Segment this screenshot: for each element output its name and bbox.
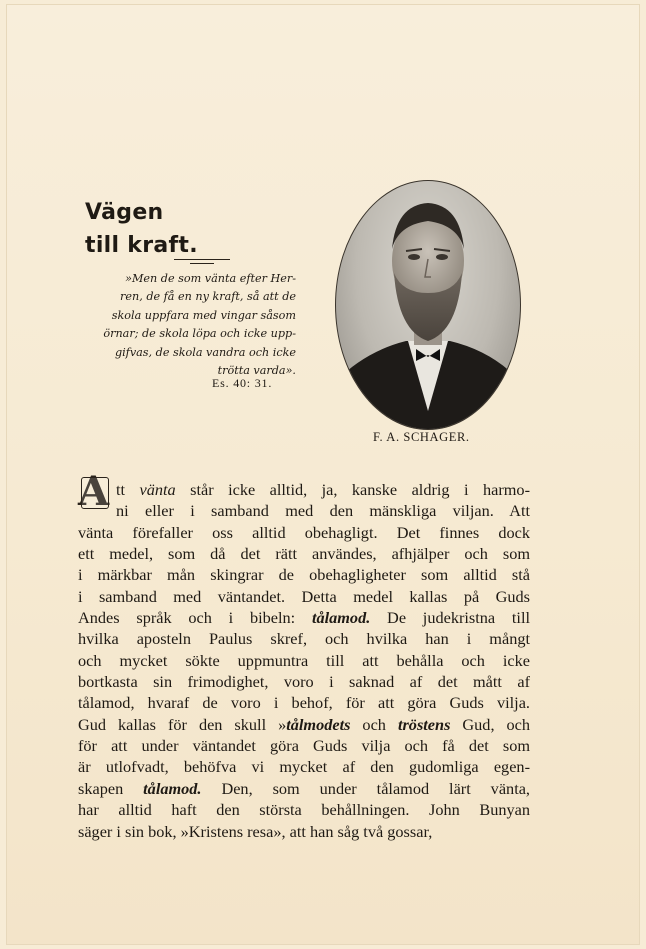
body-text-run: har alltid haft den största behållningen. John Bunyan bbox=[78, 800, 530, 820]
body-text-run: tålamod, hvaraf de voro i behof, för att göra Guds vilja. bbox=[78, 693, 530, 713]
body-line bbox=[78, 778, 530, 799]
title-divider bbox=[174, 259, 230, 260]
epigraph-quote: »Men de som vänta efter Her- ren, de få en ny kraft, så att de skola uppfara med vingar såsom örnar; de skola löpa och icke upp- gifvas, de skola vandra och icke trötta varda». bbox=[103, 272, 296, 378]
title-line-1: Vägen bbox=[85, 200, 164, 225]
emphasis-text: tålamod. bbox=[143, 778, 202, 798]
body-text-run: ett medel, som då det rätt användes, afhjälper och som bbox=[78, 544, 530, 564]
body-line bbox=[78, 500, 530, 521]
body-text-run: säger i sin bok, »Kristens resa», att han såg två gossar, bbox=[78, 821, 433, 841]
body-line bbox=[78, 522, 530, 543]
body-text-run: Gud kallas för den skull » bbox=[78, 714, 287, 734]
body-line bbox=[78, 650, 530, 671]
body-text-run: och bbox=[350, 714, 398, 734]
body-text-run: De judekristna till bbox=[370, 608, 530, 628]
page-title bbox=[85, 196, 198, 262]
portrait-photo bbox=[335, 180, 521, 430]
body-text-run: skapen bbox=[78, 778, 144, 798]
article-body bbox=[78, 479, 530, 842]
body-text-run: Gud, och bbox=[450, 714, 530, 734]
emphasis-text: tålamod. bbox=[311, 608, 371, 628]
body-line bbox=[78, 821, 530, 842]
body-line bbox=[78, 586, 530, 607]
body-text-run: är utlofvadt, behöfva vi mycket af den gudomliga egen- bbox=[78, 757, 530, 777]
drop-cap: A bbox=[78, 468, 110, 515]
body-text-run: vänta förefaller oss alltid obehagligt. Det finnes dock bbox=[78, 522, 530, 542]
body-text-run: bortkasta sin frimodighet, voro i saknad af det mått af bbox=[78, 672, 530, 692]
body-line bbox=[78, 628, 530, 649]
body-text-run: och mycket sökte uppmuntra till att behålla och icke bbox=[78, 650, 530, 670]
body-text-run: i samband med väntandet. Detta medel kallas på Guds bbox=[78, 586, 530, 606]
body-text-run: hvilka aposteln Paulus skref, och hvilka han i mångt bbox=[78, 629, 530, 649]
portrait-illustration bbox=[336, 181, 520, 429]
body-line bbox=[78, 479, 530, 500]
title-divider-short bbox=[190, 263, 214, 264]
body-text-run: i märkbar mån skingrar de obehagligheter som alltid stå bbox=[78, 565, 530, 585]
body-text-run: tt bbox=[116, 480, 140, 499]
emphasis-text: vänta bbox=[139, 480, 176, 499]
body-line bbox=[78, 735, 530, 756]
body-text-run: Den, som under tålamod lärt vänta, bbox=[201, 778, 530, 798]
body-line bbox=[78, 756, 530, 777]
portrait-caption: F. A. SCHAGER. bbox=[373, 430, 470, 444]
body-line bbox=[78, 714, 530, 735]
body-line bbox=[78, 799, 530, 820]
epigraph-citation: Es. 40: 31. bbox=[212, 376, 273, 390]
body-text-run: för att under väntandet göra Guds vilja och få det som bbox=[78, 736, 530, 756]
body-line bbox=[78, 543, 530, 564]
body-line bbox=[78, 564, 530, 585]
body-line bbox=[78, 692, 530, 713]
body-text-run: står icke alltid, ja, kanske aldrig i harmo- bbox=[175, 480, 530, 499]
emphasis-text: tröstens bbox=[397, 714, 451, 734]
body-text-run: ni eller i samband med den mänskliga viljan. Att bbox=[116, 501, 530, 521]
body-line bbox=[78, 671, 530, 692]
emphasis-text: tålmodets bbox=[286, 714, 351, 734]
body-line bbox=[78, 607, 530, 628]
body-text-run: Andes språk och i bibeln: bbox=[78, 608, 312, 628]
title-line-2: till kraft. bbox=[85, 233, 198, 258]
